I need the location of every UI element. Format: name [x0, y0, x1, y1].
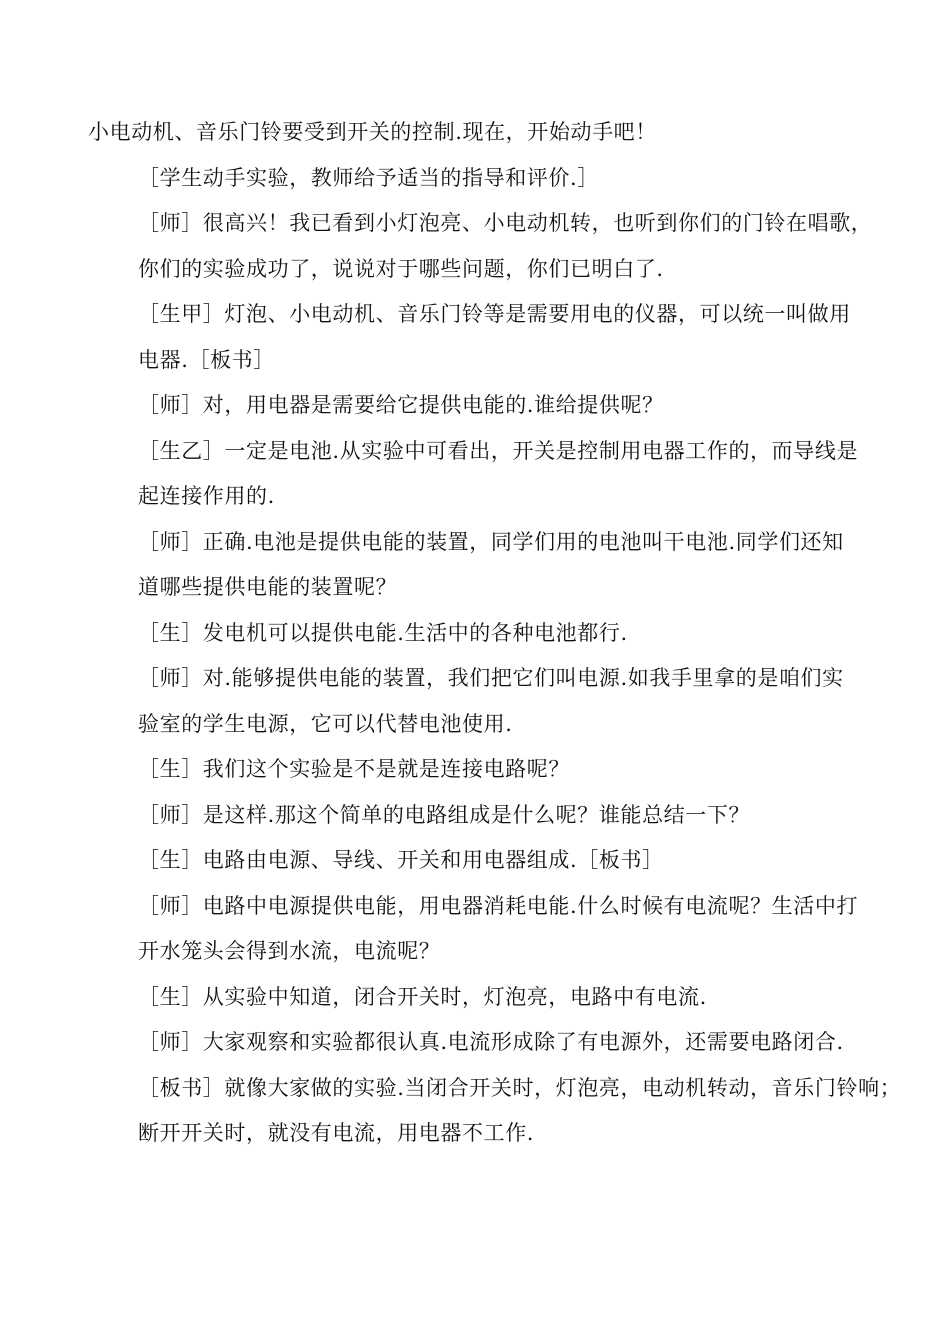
text-line: ［板书］就像大家做的实验.当闭合开关时，灯泡亮，电动机转动，音乐门铃响；: [138, 1075, 902, 1100]
text-line: ［师］很高兴！我已看到小灯泡亮、小电动机转，也听到你们的门铃在唱歌，: [138, 211, 873, 235]
text-line: 电器.［板书］: [138, 347, 275, 372]
paragraph: [88, 201, 874, 292]
paragraph: [88, 1020, 902, 1157]
text-line: ［生］发电机可以提供电能.生活中的各种电池都行.: [138, 620, 628, 645]
paragraph: [88, 975, 874, 1021]
text-line: ［师］是这样.那这个简单的电路组成是什么呢？谁能总结一下？: [138, 802, 751, 827]
text-line: 你们的实验成功了，说说对于哪些问题，你们已明白了.: [138, 256, 664, 281]
paragraph: [88, 156, 874, 202]
text-line: ［师］正确.电池是提供电能的装置，同学们用的电池叫干电池.同学们还知: [138, 529, 844, 554]
paragraph: [88, 747, 874, 793]
paragraph: [88, 611, 874, 657]
paragraph: [88, 429, 874, 520]
text-line: 起连接作用的.: [138, 484, 275, 508]
paragraph: [88, 520, 874, 611]
text-line: ［生］从实验中知道，闭合开关时，灯泡亮，电路中有电流.: [138, 984, 707, 1009]
paragraph: [88, 884, 874, 975]
text-line: ［师］大家观察和实验都很认真.电流形成除了有电源外，还需要电路闭合.: [138, 1030, 844, 1054]
text-line: ［生乙］一定是电池.从实验中可看出，开关是控制用电器工作的，而导线是: [138, 438, 859, 463]
paragraph: [88, 838, 874, 884]
paragraph: [88, 656, 874, 747]
text-line: 道哪些提供电能的装置呢？: [138, 575, 398, 599]
text-line: ［师］电路中电源提供电能，用电器消耗电能.什么时候有电流呢？生活中打: [138, 893, 859, 918]
text-line: ［生］电路由电源、导线、开关和用电器组成.［板书］: [138, 848, 664, 872]
text-line: ［生］我们这个实验是不是就是连接电路呢？: [138, 757, 570, 781]
text-line: 开水笼头会得到水流，电流呢？: [138, 939, 441, 963]
text-line: ［师］对，用电器是需要给它提供电能的.谁给提供呢？: [138, 393, 664, 417]
text-line: ［学生动手实验，教师给予适当的指导和评价.］: [138, 165, 599, 190]
document-page: [88, 110, 902, 1157]
paragraph: [88, 110, 874, 156]
paragraph: [88, 793, 874, 839]
paragraph: [88, 383, 874, 429]
text-line: ［生甲］灯泡、小电动机、音乐门铃等是需要用电的仪器，可以统一叫做用: [138, 302, 851, 326]
text-line: ［师］对.能够提供电能的装置，我们把它们叫电源.如我手里拿的是咱们实: [138, 666, 844, 690]
paragraph: [88, 292, 874, 383]
text-line: 验室的学生电源，它可以代替电池使用.: [138, 711, 513, 736]
text-line: 断开开关时，就没有电流，用电器不工作.: [138, 1121, 535, 1145]
text-line: 小电动机、音乐门铃要受到开关的控制.现在，开始动手吧！: [88, 120, 657, 144]
